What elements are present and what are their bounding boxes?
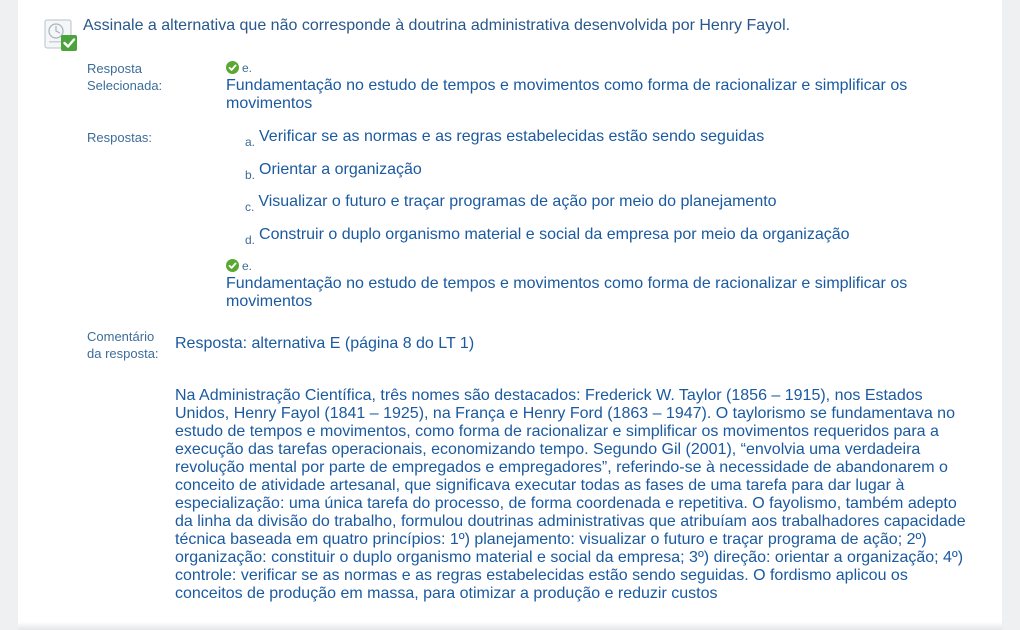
comment-label: Comentário da resposta: bbox=[87, 329, 159, 361]
selected-answer-label: Resposta Selecionada: bbox=[87, 61, 163, 93]
selected-answer-text: Fundamentação no estudo de tempos e movimentos como forma de racionalizar e simplificar os movimentos bbox=[226, 77, 908, 112]
answers-label: Respostas: bbox=[87, 130, 153, 145]
question-correct-icon bbox=[44, 17, 78, 53]
check-circle-icon bbox=[226, 61, 239, 74]
card-bottom-edge bbox=[18, 622, 1002, 630]
answer-option-a: $_{a.}$ Verificar se as normas e as regras estabelecidas estão sendo seguidas bbox=[245, 128, 765, 149]
answer-option-d: $_{d.}$ Construir o duplo organismo material e social da empresa por meio da organização bbox=[245, 226, 850, 247]
correct-answer-text: Fundamentação no estudo de tempos e movimentos como forma de racionalizar e simplificar os movimentos bbox=[226, 275, 908, 310]
answer-option-b: $_{b.}$ Orientar a organização bbox=[245, 161, 422, 182]
correct-answer-letter: e. bbox=[226, 259, 252, 273]
selected-answer-letter: e. bbox=[226, 61, 252, 75]
comment-body: Na Administração Científica, três nomes são destacados: Frederick W. Taylor (1856 – 1915), nos Estados Unidos, Henry Fayol (1841 – 1925), na França e Henry Ford (1863 – 1947). O taylorismo se fundamentava no estudo de tempos e movimentos, como forma de racionalizar e simplificar os movimentos requeridos para a execução das tarefas operacionais, economizando tempo. Segundo Gil (2001), “envolvia uma verdadeira revolução mental por parte de empregados e empregadores”, referindo-se à necessidade de abandonarem o conceito de atividade artesanal, que significava executar todas as fases de uma tarefa para dar lugar à especialização: uma única tarefa do processo, de forma coordenada e repetitiva. O fayolismo, também adepto da linha da divisão do trabalho, formulou doutrinas administrativas que atribuíam aos trabalhadores capacidade técnica baseada em quatro princípios: 1º) planejamento: visualizar o futuro e traçar programa de ação; 2º) organização: constituir o duplo organismo material e social da empresa; 3º) direção: orientar a organização; 4º) controle: verificar se as normas e as regras estabelecidas estão sendo seguidas. O fordismo aplicou os conceitos de produção em massa, para otimizar a produção e reduzir custos bbox=[175, 387, 966, 602]
question-card bbox=[18, 0, 1002, 630]
answer-option-c: $_{c.}$ Visualizar o futuro e traçar programas de ação por meio do planejamento bbox=[245, 193, 777, 214]
comment-headline: Resposta: alternativa E (página 8 do LT 1) bbox=[175, 335, 475, 352]
question-text: Assinale a alternativa que não corresponde à doutrina administrativa desenvolvida por Henry Fayol. bbox=[83, 17, 791, 34]
check-circle-icon bbox=[226, 259, 239, 272]
